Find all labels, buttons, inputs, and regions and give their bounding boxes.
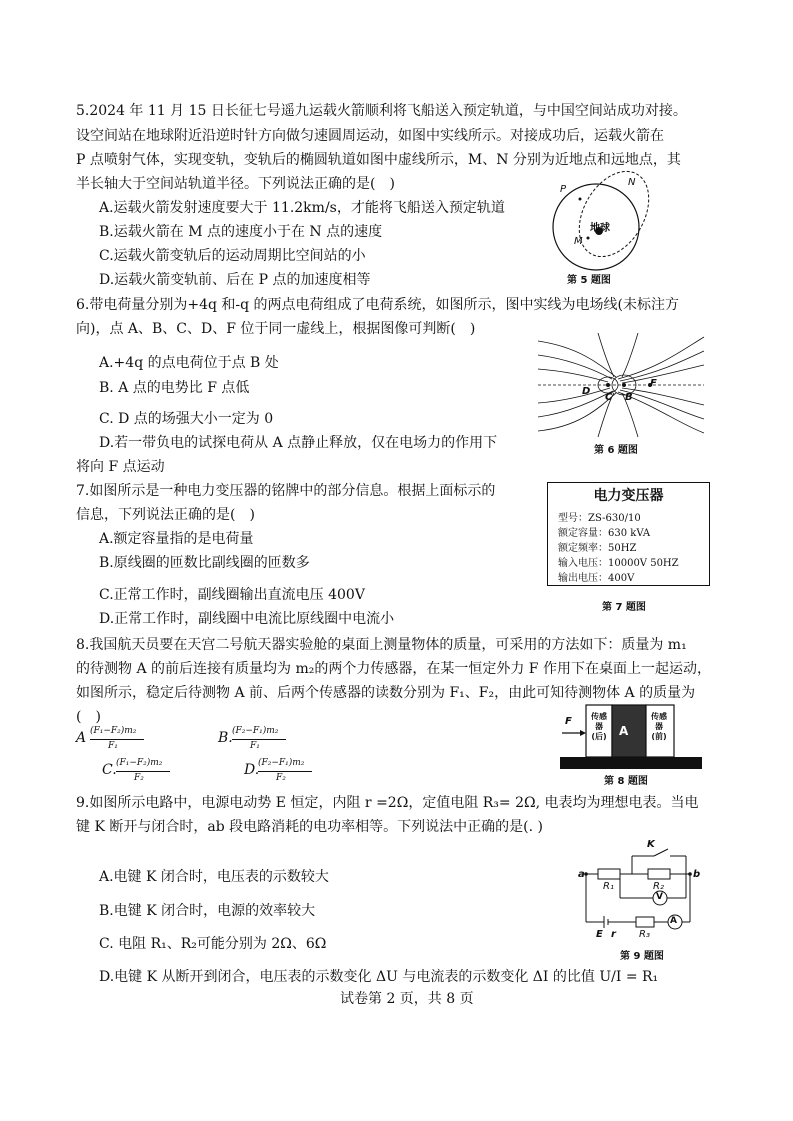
q7-option-a: A.额定容量指的是电荷量 — [99, 531, 254, 547]
q5-label-p: P — [560, 184, 567, 195]
q9-option-d: D.电键 K 从断开到闭合，电压表的示数变化 ΔU 与电流表的示数变化 ΔI 的比值 U/I = R₁ — [99, 969, 659, 985]
q8-option-b-denominator: F₁ — [250, 741, 260, 751]
nameplate-frequency: 额定频率：50HZ — [558, 543, 637, 554]
q9-option-a: A.电键 K 闭合时，电压表的示数较大 — [99, 869, 329, 885]
nameplate-output-voltage: 输出电压：400V — [558, 573, 635, 584]
q6-field-figure — [538, 333, 704, 437]
q6-stem-line-2: 向)，点 A、B、C、D、F 位于同一虚线上，根据图像可判断( ) — [76, 321, 476, 337]
q5-label-n: N — [628, 177, 636, 188]
q8-option-a — [76, 726, 156, 756]
q9-figure-caption: 第 9 题图 — [620, 951, 664, 962]
q8-option-c-denominator: F₂ — [134, 773, 144, 783]
q6-label-b: B — [625, 392, 633, 403]
q8-option-b-label: B. — [218, 730, 233, 746]
q6-label-c: C — [605, 392, 613, 403]
q8-option-a-numerator: (F₁−F₂)m₂ — [90, 726, 137, 736]
q7-stem-line-2: 信息，下列说法正确的是( ) — [76, 507, 255, 523]
q8-option-d-numerator: (F₂−F₁)m₂ — [258, 758, 305, 768]
q7-option-d: D.正常工作时，副线圈中电流比原线圈中电流小 — [99, 611, 395, 627]
q6-figure-caption: 第 6 题图 — [594, 445, 638, 456]
q8-option-a-label: A — [76, 730, 87, 746]
q8-option-b — [218, 726, 298, 756]
q5-option-d: D.运载火箭变轨前、后在 P 点的加速度相等 — [99, 272, 371, 288]
q8-sensor-front: 传感器(前) — [651, 712, 667, 741]
q8-sensor-back: 传感器(后) — [591, 712, 607, 741]
q8-stem-line-2: 的待测物 A 的前后连接有质量均为 m₂的两个力传感器，在某一恒定外力 F 作用下在桌面上一起运动， — [76, 661, 711, 677]
q9-label-voltmeter: V — [656, 892, 663, 902]
q8-sensor-figure — [560, 703, 702, 771]
page-footer: 试卷第 2 页，共 8 页 — [340, 991, 474, 1007]
q8-label-block-a: A — [619, 724, 629, 738]
nameplate-title: 电力变压器 — [593, 488, 664, 504]
nameplate-input-voltage: 输入电压：10000V 50HZ — [558, 558, 679, 569]
q8-option-d-label: D. — [244, 762, 260, 778]
q8-option-c — [102, 758, 182, 788]
q8-stem-line-3: 如图所示，稳定后待测物 A 前、后两个传感器的读数分别为 F₁、F₂，由此可知待测物体 A 的质量为 — [76, 685, 696, 701]
q5-stem-line-4: 半长轴大于空间站轨道半径。下列说法正确的是( ) — [76, 176, 395, 192]
q9-option-b: B.电键 K 闭合时，电源的效率较大 — [99, 903, 316, 919]
q8-option-d-denominator: F₂ — [276, 773, 286, 783]
q5-stem-line-3: P 点喷射气体，实现变轨，变轨后的椭圆轨道如图中虚线所示，M、N 分别为近地点和远地点，其 — [76, 152, 681, 168]
q9-label-b: b — [693, 869, 701, 880]
q9-stem-line-1: 9.如图所示电路中，电源电动势 E 恒定，内阻 r =2Ω，定值电阻 R₃= 2Ω, 电表均为理想电表。当电 — [76, 795, 699, 811]
q9-label-r1: R₁ — [603, 881, 614, 892]
q9-label-r3: R₃ — [639, 929, 650, 940]
q6-option-a: A.+4q 的点电荷位于点 B 处 — [99, 355, 279, 371]
nameplate-model: 型号：ZS-630/10 — [558, 513, 641, 524]
q9-label-r2: R₂ — [653, 881, 664, 892]
q8-option-a-denominator: F₁ — [108, 741, 118, 751]
nameplate-capacity: 额定容量：630 kVA — [558, 528, 651, 539]
q6-label-d: D — [582, 386, 591, 397]
q8-stem-line-1: 8.我国航天员要在天宫二号航天器实验舱的桌面上测量物体的质量，可采用的方法如下：质量为 m₁ — [76, 637, 687, 653]
q9-label-a: a — [578, 869, 585, 880]
q9-label-k: K — [647, 839, 655, 850]
q8-option-c-numerator: (F₁−F₂)m₂ — [116, 758, 163, 768]
q9-label-ammeter: A — [670, 916, 677, 926]
q6-option-b: B. A 点的电势比 F 点低 — [99, 380, 250, 396]
q8-option-b-numerator: (F₂−F₁)m₂ — [232, 726, 279, 736]
q8-option-c-label: C. — [102, 762, 117, 778]
q6-option-c: C. D 点的场强大小一定为 0 — [99, 411, 274, 427]
q5-label-m: M — [574, 236, 583, 247]
q8-option-d — [244, 758, 324, 788]
q5-option-b: B.运载火箭在 M 点的速度小于在 N 点的速度 — [99, 224, 383, 240]
q9-label-e: E — [596, 929, 603, 940]
q5-option-c: C.运载火箭变轨后的运动周期比空间站的小 — [99, 248, 366, 264]
q7-stem-line-1: 7.如图所示是一种电力变压器的铭牌中的部分信息。根据上面标示的 — [76, 483, 496, 499]
transformer-nameplate — [547, 482, 710, 586]
q9-label-r: r — [611, 929, 616, 940]
q8-label-force: F — [565, 716, 572, 727]
q9-stem-line-2: 键 K 断开与闭合时，ab 段电路消耗的电功率相等。下列说法中正确的是(. ) — [76, 819, 543, 835]
q6-label-f: F — [650, 378, 657, 389]
q6-option-d: D.若一带负电的试探电荷从 A 点静止释放，仅在电场力的作用下 — [99, 435, 498, 451]
q7-option-b: B.原线圈的匝数比副线圈的匝数多 — [99, 555, 310, 571]
q6-option-d-cont: 将向 F 点运动 — [76, 459, 165, 475]
q7-figure-caption: 第 7 题图 — [602, 602, 646, 613]
q5-figure-caption: 第 5 题图 — [567, 275, 611, 286]
q8-figure-caption: 第 8 题图 — [604, 776, 648, 787]
q5-stem-line-1: 5.2024 年 11 月 15 日长征七号遥九运载火箭顺利将飞船送入预定轨道，与中国空间站成功对接。 — [76, 103, 687, 119]
q5-label-earth: 地球 — [590, 223, 610, 234]
q7-option-c: C.正常工作时，副线圈输出直流电压 400V — [99, 587, 365, 603]
q6-stem-line-1: 6.带电荷量分别为+4q 和-q 的两点电荷组成了电荷系统，如图所示，图中实线为电场线(未标注方 — [76, 297, 680, 313]
q8-stem-line-4: ( ) — [76, 709, 101, 725]
q5-stem-line-2: 设空间站在地球附近沿逆时针方向做匀速圆周运动，如图中实线所示。对接成功后，运载火箭在 — [76, 128, 664, 144]
q5-option-a: A.运载火箭发射速度要大于 11.2km/s，才能将飞船送入预定轨道 — [99, 200, 505, 216]
q9-option-c: C. 电阻 R₁、R₂可能分别为 2Ω、6Ω — [99, 936, 327, 952]
